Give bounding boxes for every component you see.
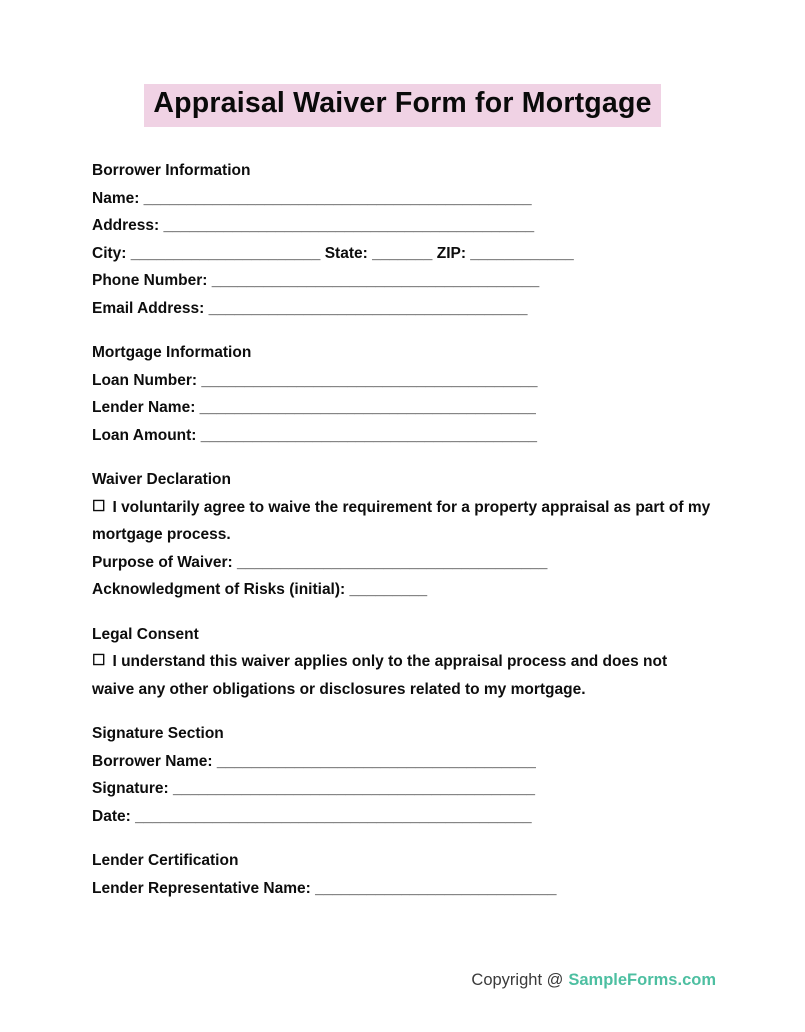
form-line-email-address: Email Address: _____________________________________: [92, 299, 528, 317]
form-line-loan-amount: Loan Amount: _______________________________________: [92, 426, 537, 444]
section-heading-legal-consent: Legal Consent: [92, 625, 199, 643]
section-waiver-declaration: [92, 466, 713, 604]
form-line-name: Name: _____________________________________________: [92, 189, 532, 207]
section-heading-signature: Signature Section: [92, 725, 224, 742]
page-title: Appraisal Waiver Form for Mortgage: [144, 84, 660, 127]
form-line-acknowledgment-initial: Acknowledgment of Risks (initial): _________: [92, 581, 428, 598]
section-mortgage-information: [92, 339, 713, 449]
section-heading-borrower-information: Borrower Information: [92, 162, 251, 179]
form-line-borrower-name: Borrower Name: _____________________________________: [92, 752, 536, 770]
form-line-signature: Signature: __________________________________________: [92, 780, 536, 797]
form-line-phone-number: Phone Number: ______________________________________: [92, 272, 540, 289]
waiver-agreement-text: I voluntarily agree to waive the requirement for a property appraisal as part of my mortgage process.: [92, 498, 711, 543]
section-legal-consent: [92, 621, 713, 704]
legal-consent-line: [92, 648, 713, 703]
form-line-lender-representative-name: Lender Representative Name: ____________________________: [92, 879, 557, 897]
form-line-date: Date: ______________________________________________: [92, 807, 532, 825]
section-heading-mortgage-information: Mortgage Information: [92, 344, 252, 361]
copyright-text: Copyright @: [471, 971, 564, 989]
checkbox-icon: ☐: [92, 497, 106, 515]
legal-consent-text: I understand this waiver applies only to the appraisal process and does not waive any other obligations or disclosures related to my mortgage.: [92, 653, 668, 698]
form-line-lender-name: Lender Name: _______________________________________: [92, 399, 536, 416]
section-signature: [92, 720, 713, 830]
section-borrower-information: [92, 157, 713, 322]
waiver-agreement-line: [92, 494, 713, 549]
form-line-address: Address: ___________________________________________: [92, 217, 535, 234]
title-row: [92, 84, 713, 127]
footer: [471, 971, 716, 990]
checkbox-icon: ☐: [92, 652, 106, 669]
section-lender-certification: [92, 847, 713, 902]
sampleforms-link[interactable]: SampleForms.com: [568, 971, 716, 989]
section-heading-lender-certification: Lender Certification: [92, 852, 239, 869]
form-line-purpose-of-waiver: Purpose of Waiver: ____________________________________: [92, 553, 548, 571]
section-heading-waiver-declaration: Waiver Declaration: [92, 471, 231, 488]
form-line-city-state-zip: City: ______________________ State: _______ ZIP: ____________: [92, 244, 574, 262]
form-line-loan-number: Loan Number: _______________________________________: [92, 371, 538, 389]
